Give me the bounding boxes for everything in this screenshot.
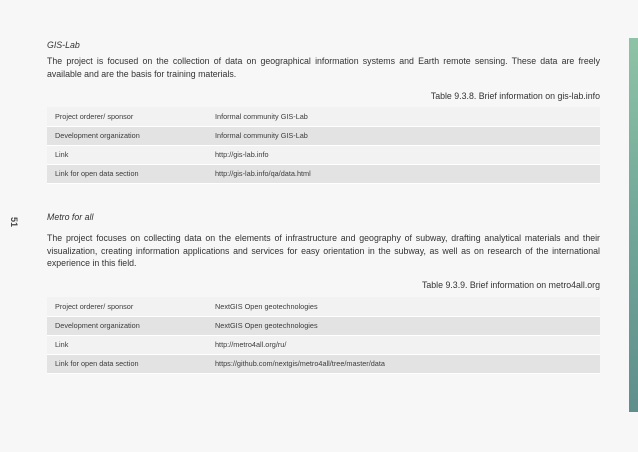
table-caption-gis-lab: Table 9.3.8. Brief information on gis-lab.info bbox=[430, 91, 600, 101]
table-row bbox=[47, 354, 600, 373]
section-title-metro-for-all: Metro for all bbox=[47, 212, 94, 222]
row-key: Link bbox=[47, 145, 207, 164]
table-row bbox=[47, 107, 600, 126]
page-number: 51 bbox=[9, 216, 19, 227]
table-row bbox=[47, 335, 600, 354]
side-accent-bar bbox=[629, 38, 638, 412]
row-value: Informal community GIS-Lab bbox=[207, 126, 600, 145]
row-value: http://metro4all.org/ru/ bbox=[207, 335, 600, 354]
info-table-gis-lab bbox=[47, 107, 600, 184]
row-value: http://gis-lab.info/qa/data.html bbox=[207, 164, 600, 183]
row-key: Project orderer/ sponsor bbox=[47, 107, 207, 126]
row-value: NextGIS Open geotechnologies bbox=[207, 297, 600, 316]
table-row bbox=[47, 297, 600, 316]
table-caption-metro-for-all: Table 9.3.9. Brief information on metro4all.org bbox=[422, 280, 600, 290]
table-row bbox=[47, 164, 600, 183]
row-key: Development organization bbox=[47, 316, 207, 335]
row-value: https://github.com/nextgis/metro4all/tree/master/data bbox=[207, 354, 600, 373]
row-value: http://gis-lab.info bbox=[207, 145, 600, 164]
row-key: Link for open data section bbox=[47, 164, 207, 183]
row-key: Link bbox=[47, 335, 207, 354]
row-value: NextGIS Open geotechnologies bbox=[207, 316, 600, 335]
section-title-gis-lab: GIS-Lab bbox=[47, 40, 80, 50]
table-row bbox=[47, 145, 600, 164]
row-key: Link for open data section bbox=[47, 354, 207, 373]
row-value: Informal community GIS-Lab bbox=[207, 107, 600, 126]
row-key: Development organization bbox=[47, 126, 207, 145]
row-key: Project orderer/ sponsor bbox=[47, 297, 207, 316]
table-row bbox=[47, 316, 600, 335]
section-paragraph-gis-lab: The project is focused on the collection of data on geographical information systems and Earth remote sensing. These data are freely available and are the basis for training materials. bbox=[47, 56, 600, 79]
info-table-metro-for-all bbox=[47, 297, 600, 374]
section-paragraph-metro-for-all: The project focuses on collecting data on the elements of infrastructure and geography of subway, drafting analytical materials and their visualization, creating information applications and services for easy orientation in the subway, as well as on research of the international experience in this field. bbox=[47, 233, 600, 269]
table-row bbox=[47, 126, 600, 145]
